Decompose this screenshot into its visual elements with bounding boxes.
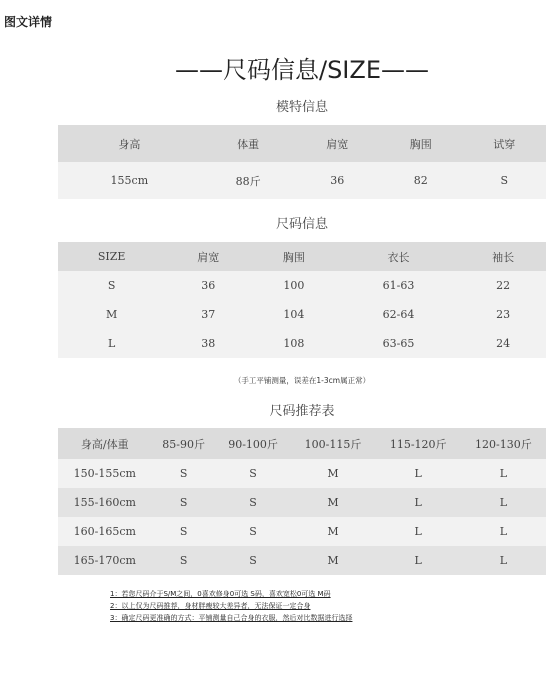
footnote-item: 2：以上仅为尺码推荐，身材胖瘦较大差异者，无法保证一定合身	[110, 602, 311, 610]
table-row	[58, 300, 546, 329]
table-cell: M	[290, 546, 375, 575]
table-cell: S	[216, 488, 291, 517]
column-header: SIZE	[58, 242, 165, 271]
table-cell: 61-63	[337, 271, 461, 300]
table-cell: L	[58, 329, 165, 358]
column-header: 衣长	[337, 242, 461, 271]
table-cell: 36	[296, 162, 379, 199]
table-cell: 63-65	[337, 329, 461, 358]
table-cell: 155cm	[58, 162, 201, 199]
table-cell: L	[376, 459, 461, 488]
column-header: 肩宽	[165, 242, 251, 271]
table-cell: 160-165cm	[58, 517, 152, 546]
table-cell: 165-170cm	[58, 546, 152, 575]
table-row	[58, 329, 546, 358]
footnotes	[110, 588, 352, 624]
model-info-title: 模特信息	[275, 100, 328, 115]
table-cell: 22	[460, 271, 546, 300]
table-row	[58, 546, 546, 575]
table-cell: 104	[251, 300, 337, 329]
table-header-row	[58, 428, 546, 459]
table-cell: S	[216, 517, 291, 546]
table-cell: L	[376, 546, 461, 575]
table-cell: L	[376, 488, 461, 517]
page-header-title: 图文详情	[4, 15, 53, 29]
column-header: 115-120斤	[376, 428, 461, 459]
table-cell: 37	[165, 300, 251, 329]
table-cell: 150-155cm	[58, 459, 152, 488]
size-info-title: ——尺码信息/SIZE——	[174, 56, 429, 84]
table-cell: 108	[251, 329, 337, 358]
table-row	[58, 459, 546, 488]
table-cell: L	[461, 459, 546, 488]
table-cell: 155-160cm	[58, 488, 152, 517]
table-cell: 24	[460, 329, 546, 358]
table-cell: 100	[251, 271, 337, 300]
size-spec-table	[58, 242, 546, 358]
column-header: 试穿	[462, 125, 546, 162]
table-cell: S	[216, 459, 291, 488]
table-cell: S	[152, 459, 216, 488]
table-cell: M	[290, 459, 375, 488]
table-cell: 62-64	[337, 300, 461, 329]
table-cell: M	[290, 488, 375, 517]
table-row	[58, 271, 546, 300]
table-cell: L	[461, 517, 546, 546]
table-cell: 36	[165, 271, 251, 300]
table-header-row	[58, 242, 546, 271]
model-info-table	[58, 125, 546, 199]
column-header: 120-130斤	[461, 428, 546, 459]
table-cell: S	[152, 546, 216, 575]
table-cell: S	[58, 271, 165, 300]
column-header: 袖长	[460, 242, 546, 271]
table-cell: L	[461, 546, 546, 575]
column-header: 85-90斤	[152, 428, 216, 459]
table-cell: S	[152, 488, 216, 517]
footnote-item: 3：确定尺码更准确的方式：平铺测量自己合身的衣服，然后对比数据进行选择	[110, 614, 353, 622]
table-row	[58, 517, 546, 546]
column-header: 胸围	[251, 242, 337, 271]
column-header: 身高	[58, 125, 201, 162]
column-header: 胸围	[379, 125, 462, 162]
table-cell: 88斤	[201, 162, 296, 199]
table-row	[58, 162, 546, 199]
column-header: 肩宽	[296, 125, 379, 162]
table-row	[58, 488, 546, 517]
column-header: 90-100斤	[216, 428, 291, 459]
measurement-note: （手工平铺测量，误差在1-3cm属正常）	[233, 376, 371, 385]
table-cell: L	[461, 488, 546, 517]
footnote-item: 1：若您尺码介于S/M之间，0喜欢修身0可选 S码，喜欢宽松0可选 M码	[110, 590, 331, 598]
table-cell: M	[58, 300, 165, 329]
table-cell: M	[290, 517, 375, 546]
table-cell: S	[216, 546, 291, 575]
column-header: 体重	[201, 125, 296, 162]
table-cell: S	[462, 162, 546, 199]
column-header: 100-115斤	[290, 428, 375, 459]
size-spec-title: 尺码信息	[275, 217, 328, 232]
table-cell: S	[152, 517, 216, 546]
table-cell: 82	[379, 162, 462, 199]
table-header-row	[58, 125, 546, 162]
table-cell: L	[376, 517, 461, 546]
table-cell: 38	[165, 329, 251, 358]
column-header: 身高/体重	[58, 428, 152, 459]
size-recommend-title: 尺码推荐表	[269, 404, 335, 419]
size-recommend-table	[58, 428, 546, 575]
table-cell: 23	[460, 300, 546, 329]
